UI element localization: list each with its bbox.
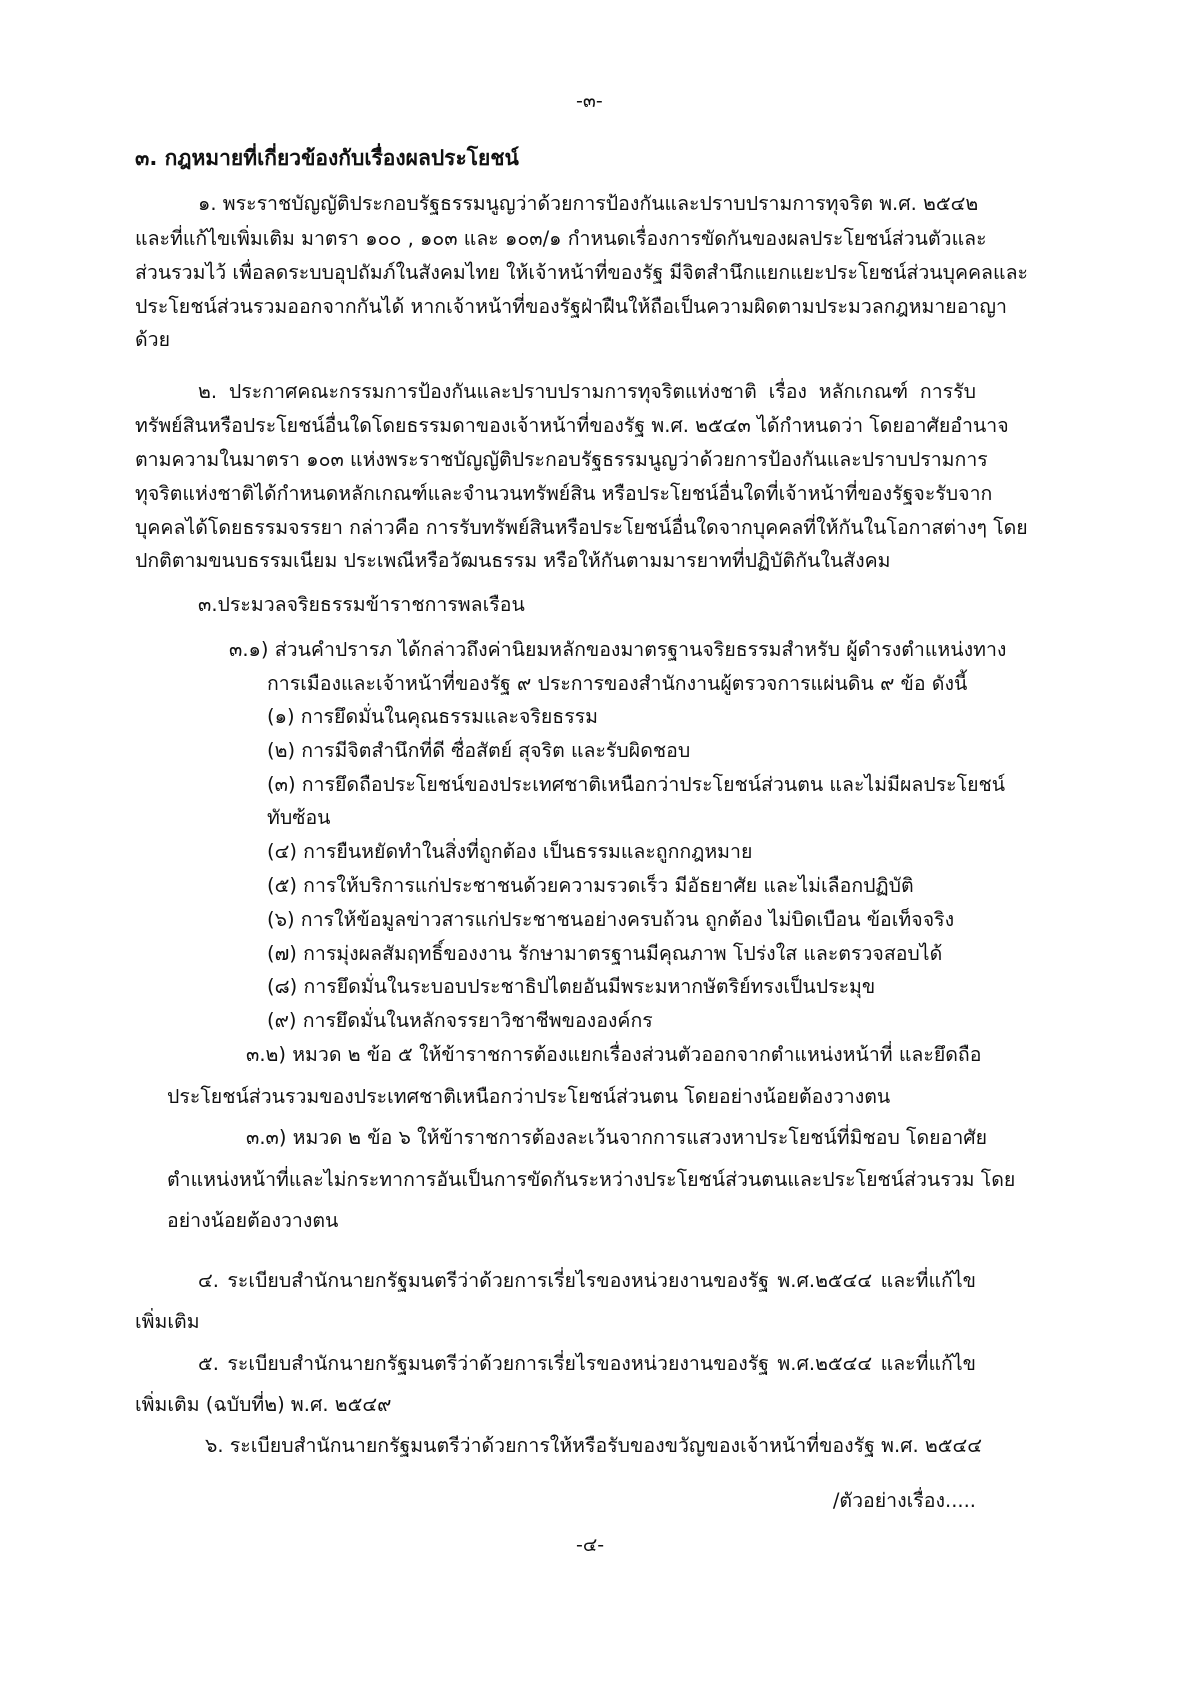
law2-line: ๒. ประกาศคณะกรรมการป้องกันและปราบปรามการทุจริตแห่งชาติ เรื่อง หลักเกณฑ์ การรับ [198, 380, 976, 403]
value-item: (๕) การให้บริการแก่ประชาชนด้วยความรวดเร็ว มีอัธยาศัย และไม่เลือกปฏิบัติ [267, 874, 914, 897]
law3-3-line: อย่างน้อยต้องวางตน [167, 1209, 339, 1232]
law1-line: และที่แก้ไขเพิ่มเติม มาตรา ๑๐๐ , ๑๐๓ และ ๑๐๓/๑ กำหนดเรื่องการขัดกันของผลประโยชน์ส่วนตัวและ [135, 227, 987, 250]
law5-line: ๕. ระเบียบสำนักนายกรัฐมนตรีว่าด้วยการเรี่ยไรของหน่วยงานของรัฐ พ.ศ.๒๕๔๔ และที่แก้ไข [198, 1352, 976, 1375]
value-item: (๑) การยึดมั่นในคุณธรรมและจริยธรรม [267, 705, 599, 728]
law3-2-line: ประโยชน์ส่วนรวมของประเทศชาติเหนือกว่าประโยชน์ส่วนตน โดยอย่างน้อยต้องวางตน [167, 1085, 891, 1108]
value-item: (๓) การยึดถือประโยชน์ของประเทศชาติเหนือกว่าประโยชน์ส่วนตน และไม่มีผลประโยชน์ [267, 773, 1006, 796]
law2-line: ทรัพย์สินหรือประโยชน์อื่นใดโดยธรรมดาของเจ้าหน้าที่ของรัฐ พ.ศ. ๒๕๔๓ ได้กำหนดว่า โดยอาศัยอำนาจ [135, 414, 1009, 437]
law3-2-line: ๓.๒) หมวด ๒ ข้อ ๕ ให้ข้าราชการต้องแยกเรื่องส่วนตัวออกจากตำแหน่งหน้าที่ และยึดถือ [246, 1043, 982, 1066]
section-title: ๓. กฎหมายที่เกี่ยวข้องกับเรื่องผลประโยชน์ [135, 146, 519, 170]
value-item: (๔) การยืนหยัดทำในสิ่งที่ถูกต้อง เป็นธรรมและถูกกฎหมาย [267, 840, 753, 863]
law2-line: บุคคลได้โดยธรรมจรรยา กล่าวคือ การรับทรัพย์สินหรือประโยชน์อื่นใดจากบุคคลที่ให้กันในโอกาสต่างๆ โดย [135, 516, 1028, 539]
value-item: (๙) การยึดมั่นในหลักจรรยาวิชาชีพขององค์กร [267, 1009, 653, 1032]
law4-line: ๔. ระเบียบสำนักนายกรัฐมนตรีว่าด้วยการเรี่ยไรของหน่วยงานของรัฐ พ.ศ.๒๕๔๔ และที่แก้ไข [198, 1269, 976, 1292]
value-item: (๖) การให้ข้อมูลข่าวสารแก่ประชาชนอย่างครบถ้วน ถูกต้อง ไม่บิดเบือน ข้อเท็จจริง [267, 908, 955, 931]
law1-line: ส่วนรวมไว้ เพื่อลดระบบอุปถัมภ์ในสังคมไทย ให้เจ้าหน้าที่ของรัฐ มีจิตสำนึกแยกแยะประโยชน์ส่วนบุคคลและ [135, 261, 1029, 284]
law3-1-line: การเมืองและเจ้าหน้าที่ของรัฐ ๙ ประการของสำนักงานผู้ตรวจการแผ่นดิน ๙ ข้อ ดังนี้ [267, 672, 968, 695]
value-item: (๗) การมุ่งผลสัมฤทธิ์ของงาน รักษามาตรฐานมีคุณภาพ โปร่งใส และตรวจสอบได้ [267, 942, 943, 965]
page-footer-number: -๔- [576, 1534, 605, 1556]
law3-title: ๓.ประมวลจริยธรรมข้าราชการพลเรือน [198, 593, 525, 616]
law6-line: ๖. ระเบียบสำนักนายกรัฐมนตรีว่าด้วยการให้หรือรับของขวัญของเจ้าหน้าที่ของรัฐ พ.ศ. ๒๕๔๔ [205, 1434, 983, 1457]
value-item: (๘) การยึดมั่นในระบอบประชาธิปไตยอันมีพระมหากษัตริย์ทรงเป็นประมุข [267, 975, 876, 998]
law1-line: ประโยชน์ส่วนรวมออกจากกันได้ หากเจ้าหน้าที่ของรัฐฝ่าฝืนให้ถือเป็นความผิดตามประมวลกฎหมายอาญา [135, 295, 1007, 318]
law3-1-line: ๓.๑) ส่วนคำปรารภ ได้กล่าวถึงค่านิยมหลักของมาตรฐานจริยธรรมสำหรับ ผู้ดำรงตำแหน่งทาง [229, 638, 1007, 661]
law2-line: ปกติตามขนบธรรมเนียม ประเพณีหรือวัฒนธรรม หรือให้กันตามมารยาทที่ปฏิบัติกันในสังคม [135, 549, 891, 572]
page-header-number: -๓- [576, 90, 603, 112]
law4-line: เพิ่มเติม [135, 1310, 200, 1333]
value-item: (๒) การมีจิตสำนึกที่ดี ซื่อสัตย์ สุจริต และรับผิดชอบ [267, 739, 691, 762]
continuation-note: /ตัวอย่างเรื่อง..... [832, 1489, 976, 1512]
law2-line: ทุจริตแห่งชาติได้กำหนดหลักเกณฑ์และจำนวนทรัพย์สิน หรือประโยชน์อื่นใดที่เจ้าหน้าที่ของรัฐจะรับจาก [135, 482, 993, 505]
value-item-continuation: ทับซ้อน [267, 806, 331, 829]
law1-line: ด้วย [135, 328, 171, 351]
law3-3-line: ตำแหน่งหน้าที่และไม่กระทาการอันเป็นการขัดกันระหว่างประโยชน์ส่วนตนและประโยชน์ส่วนรวม โดย [167, 1168, 1016, 1191]
law5-line: เพิ่มเติม (ฉบับที่๒) พ.ศ. ๒๕๔๙ [135, 1393, 392, 1416]
law3-3-line: ๓.๓) หมวด ๒ ข้อ ๖ ให้ข้าราชการต้องละเว้นจากการแสวงหาประโยชน์ที่มิชอบ โดยอาศัย [246, 1126, 988, 1149]
law2-line: ตามความในมาตรา ๑๐๓ แห่งพระราชบัญญัติประกอบรัฐธรรมนูญว่าด้วยการป้องกันและปราบปรามการ [135, 448, 988, 471]
law1-line: ๑. พระราชบัญญัติประกอบรัฐธรรมนูญว่าด้วยการป้องกันและปราบปรามการทุจริต พ.ศ. ๒๕๔๒ [198, 192, 979, 215]
